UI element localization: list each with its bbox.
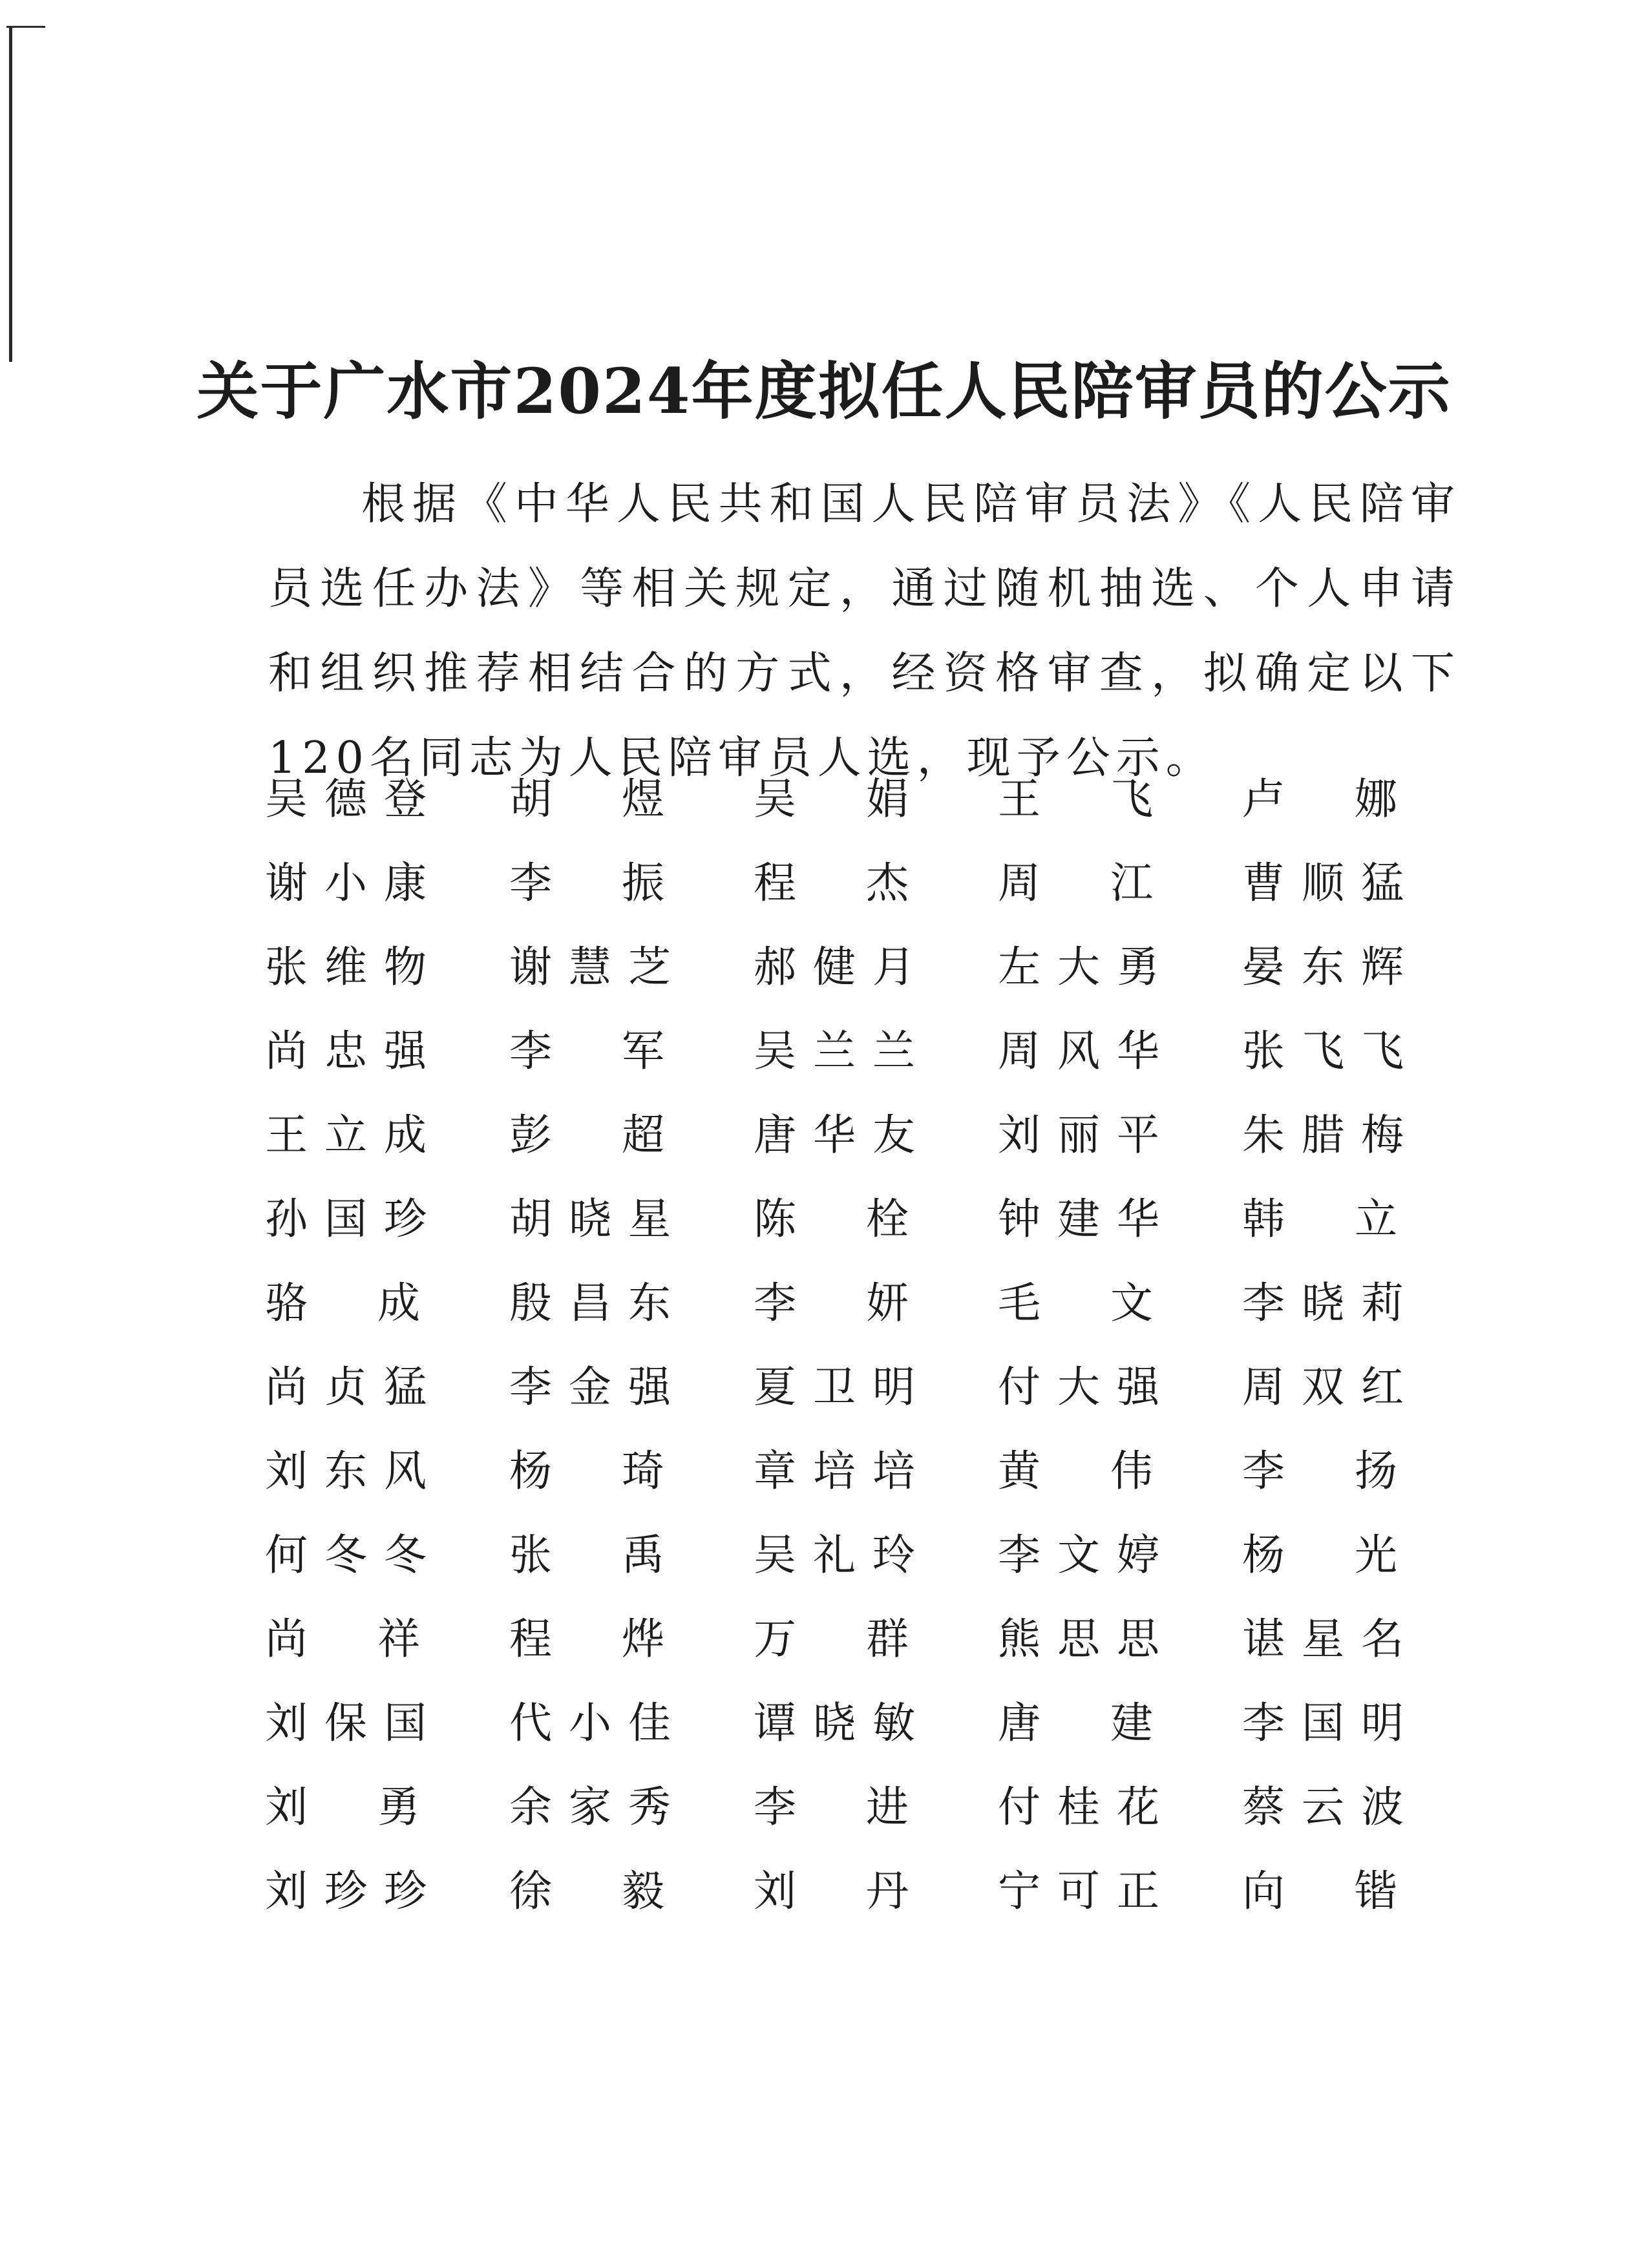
juror-name: 胡 晓 星	[509, 1193, 671, 1244]
juror-name: 彭 超	[509, 1109, 664, 1160]
juror-name: 李 进	[754, 1781, 909, 1832]
scan-edge-mark	[9, 26, 12, 362]
juror-name: 毛 文	[998, 1277, 1153, 1328]
juror-name: 韩 立	[1242, 1193, 1397, 1244]
juror-name: 代 小 佳	[509, 1697, 671, 1748]
juror-name: 周 江	[998, 857, 1153, 908]
juror-name: 吴 德 登	[265, 773, 427, 824]
juror-name: 晏 东 辉	[1242, 941, 1404, 992]
juror-name: 曹 顺 猛	[1242, 857, 1404, 908]
juror-name: 谭 晓 敏	[754, 1697, 915, 1748]
juror-name: 吴 礼 玲	[754, 1529, 915, 1580]
juror-name: 刘 东 风	[265, 1445, 427, 1496]
juror-name: 万 群	[754, 1613, 909, 1664]
juror-name: 程 烨	[509, 1613, 664, 1664]
scan-edge-mark-top	[6, 26, 45, 28]
juror-name: 李 扬	[1242, 1445, 1397, 1496]
juror-name: 章 培 培	[754, 1445, 915, 1496]
juror-name: 杨 光	[1242, 1529, 1397, 1580]
juror-name: 向 锴	[1242, 1865, 1397, 1916]
juror-name: 谢 小 康	[265, 857, 427, 908]
juror-name: 骆 成	[265, 1277, 420, 1328]
juror-name: 蔡 云 波	[1242, 1781, 1404, 1832]
juror-name: 王 立 成	[265, 1109, 427, 1160]
juror-name: 郝 健 月	[754, 941, 915, 992]
juror-name: 唐 华 友	[754, 1109, 915, 1160]
juror-name: 宁 可 正	[998, 1865, 1159, 1916]
juror-name: 吴 兰 兰	[754, 1025, 915, 1076]
juror-name: 左 大 勇	[998, 941, 1159, 992]
juror-name: 孙 国 珍	[265, 1193, 427, 1244]
juror-name: 陈 栓	[754, 1193, 909, 1244]
juror-name: 何 冬 冬	[265, 1529, 427, 1580]
juror-name: 付 桂 花	[998, 1781, 1159, 1832]
juror-name: 殷 昌 东	[509, 1277, 671, 1328]
juror-name: 卢 娜	[1242, 773, 1397, 824]
juror-name: 刘 丽 平	[998, 1109, 1159, 1160]
juror-name: 尚 贞 猛	[265, 1361, 427, 1412]
juror-name: 尚 祥	[265, 1613, 420, 1664]
juror-name: 徐 毅	[509, 1865, 664, 1916]
juror-name: 付 大 强	[998, 1361, 1159, 1412]
juror-name: 王 飞	[998, 773, 1153, 824]
juror-name: 熊 思 思	[998, 1613, 1159, 1664]
juror-name: 刘 珍 珍	[265, 1865, 427, 1916]
juror-name: 李 妍	[754, 1277, 909, 1328]
document-title: 关于广水市2024年度拟任人民陪审员的公示	[196, 355, 1452, 428]
juror-name: 胡 煜	[509, 773, 664, 824]
juror-name: 程 杰	[754, 857, 909, 908]
juror-name: 李 军	[509, 1025, 664, 1076]
juror-name: 刘 保 国	[265, 1697, 427, 1748]
juror-name: 张 禹	[509, 1529, 664, 1580]
juror-name: 李 文 婷	[998, 1529, 1159, 1580]
juror-name: 周 风 华	[998, 1025, 1159, 1076]
juror-name: 李 金 强	[509, 1361, 671, 1412]
names-grid	[265, 766, 1441, 1942]
juror-name: 李 振	[509, 857, 664, 908]
juror-name: 钟 建 华	[998, 1193, 1159, 1244]
juror-name: 余 家 秀	[509, 1781, 671, 1832]
juror-name: 唐 建	[998, 1697, 1153, 1748]
juror-name: 朱 腊 梅	[1242, 1109, 1404, 1160]
juror-name: 刘 勇	[265, 1781, 420, 1832]
juror-name: 尚 忠 强	[265, 1025, 427, 1076]
juror-name: 张 维 物	[265, 941, 427, 992]
intro-paragraph: 根据《中华人民共和国人民陪审员法》《人民陪审员选任办法》等相关规定，通过随机抽选、个人申请和组织推荐相结合的方式，经资格审查，拟确定以下120名同志为人民陪审员人选，现予公示。	[268, 479, 1461, 784]
juror-name: 李 晓 莉	[1242, 1277, 1404, 1328]
juror-name: 吴 娟	[754, 773, 909, 824]
juror-name: 杨 琦	[509, 1445, 664, 1496]
juror-name: 夏 卫 明	[754, 1361, 915, 1412]
juror-name: 刘 丹	[754, 1865, 909, 1916]
juror-name: 谢 慧 芝	[509, 941, 671, 992]
juror-name: 李 国 明	[1242, 1697, 1404, 1748]
juror-name: 周 双 红	[1242, 1361, 1404, 1412]
juror-name: 谌 星 名	[1242, 1613, 1404, 1664]
juror-name: 黄 伟	[998, 1445, 1153, 1496]
juror-name: 张 飞 飞	[1242, 1025, 1404, 1076]
